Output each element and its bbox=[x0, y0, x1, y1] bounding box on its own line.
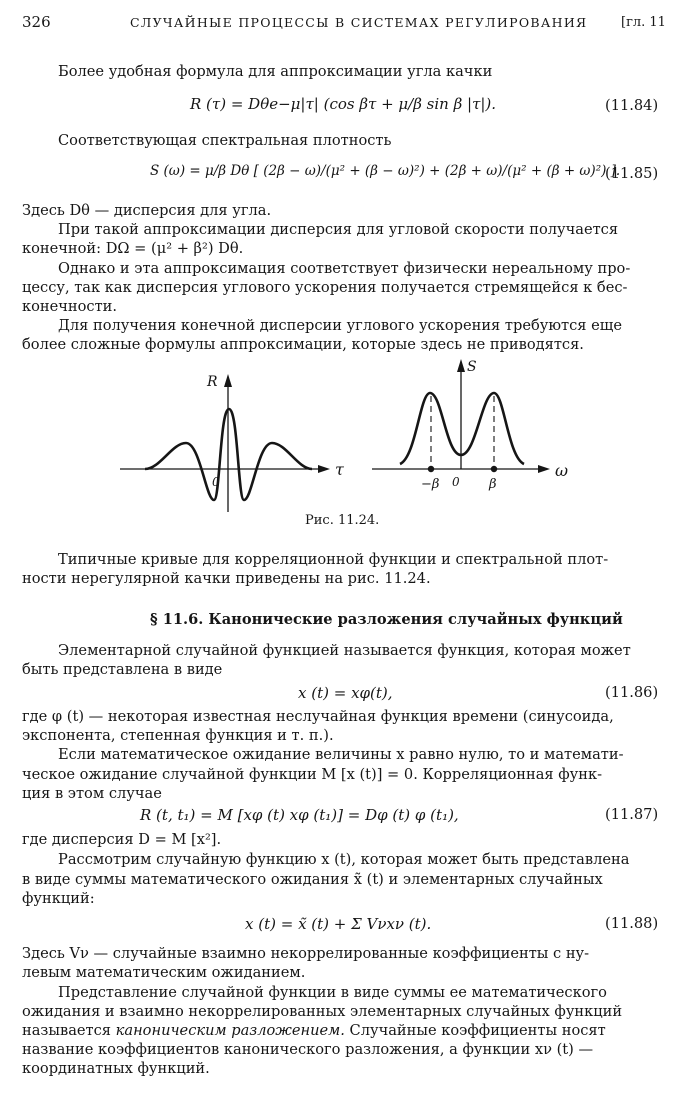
left-y-label: R bbox=[207, 374, 218, 390]
paragraph-canonical-line3 bbox=[22, 1021, 606, 1041]
equation-number-11-85: (11.85) bbox=[605, 165, 659, 182]
right-x-label: ω bbox=[555, 461, 569, 480]
left-x-label: τ bbox=[335, 460, 344, 479]
right-tick-neg-beta: −β bbox=[421, 477, 440, 492]
paragraph-coefficients-line1: Здесь Vν — случайные взаимно некоррелированные коэффициенты с ну- bbox=[22, 945, 590, 962]
canonical-text-c: Случайные коэффициенты носят bbox=[344, 1022, 606, 1039]
right-origin-label: 0 bbox=[452, 475, 460, 489]
running-title: СЛУЧАЙНЫЕ ПРОЦЕССЫ В СИСТЕМАХ РЕГУЛИРОВАНИЯ bbox=[130, 15, 588, 30]
paragraph-canonical-line4: название коэффициентов канонического разложения, а функции xν (t) — bbox=[22, 1041, 594, 1058]
chapter-label: [гл. 11 bbox=[621, 15, 666, 30]
paragraph-expectation-line3: ция в этом случае bbox=[22, 785, 162, 802]
paragraph-canonical-line2: ожидания и взаимно некоррелированных элементарных случайных функций bbox=[22, 1003, 623, 1020]
point-pos-beta bbox=[491, 466, 496, 471]
paragraph-coefficients-line2: левым математическим ожиданием. bbox=[22, 964, 306, 981]
right-y-label: S bbox=[467, 359, 477, 375]
paragraph-typical-line1: Типичные кривые для корреляционной функции и спектральной плот- bbox=[58, 551, 609, 568]
equation-11-86: x (t) = xφ(t), bbox=[298, 684, 393, 702]
equation-number-11-87: (11.87) bbox=[605, 806, 659, 823]
paragraph-phi-line2: экспонента, степенная функция и т. п.). bbox=[22, 727, 334, 744]
paragraph-consider-line1: Рассмотрим случайную функцию x (t), которая может быть представлена bbox=[58, 851, 630, 868]
right-x-arrow bbox=[538, 465, 550, 473]
paragraph-spectral: Соответствующая спектральная плотность bbox=[58, 132, 392, 149]
paragraph-velocity-line2: конечной: DΩ = (μ² + β²) Dθ. bbox=[22, 240, 244, 257]
paragraph-nonphysical-line2: цессу, так как дисперсия углового ускорения получается стремящейся к бес- bbox=[22, 279, 628, 296]
canonical-term: каноническим разложением. bbox=[115, 1022, 345, 1039]
canonical-text-a: называется bbox=[22, 1022, 116, 1039]
left-y-arrow bbox=[224, 374, 232, 387]
right-tick-pos-beta: β bbox=[489, 477, 497, 492]
page-number: 326 bbox=[22, 13, 51, 31]
paragraph-dispersion: где дисперсия D = M [x²]. bbox=[22, 831, 222, 848]
paragraph-expectation-line2: ческое ожидание случайной функции M [x (t)] = 0. Корреляционная функ- bbox=[22, 766, 603, 783]
paragraph-consider-line3: функций: bbox=[22, 890, 95, 907]
paragraph-phi-line1: где φ (t) — некоторая известная неслучайная функция времени (синусоида, bbox=[22, 708, 614, 725]
paragraph-elementary-line2: быть представлена в виде bbox=[22, 661, 223, 678]
figure-caption: Рис. 11.24. bbox=[305, 513, 380, 528]
paragraph-nonphysical-line1: Однако и эта аппроксимация соответствует физически нереальному про- bbox=[58, 260, 631, 277]
section-heading: § 11.6. Канонические разложения случайных функций bbox=[150, 611, 623, 628]
paragraph-velocity-line1: При такой аппроксимации дисперсия для угловой скорости получается bbox=[58, 221, 619, 238]
paragraph-expectation-line1: Если математическое ожидание величины x равно нулю, то и математи- bbox=[58, 746, 624, 763]
equation-11-87: R (t, t₁) = M [xφ (t) xφ (t₁)] = Dφ (t) φ (t₁), bbox=[140, 806, 459, 824]
paragraph-canonical-line5: координатных функций. bbox=[22, 1060, 210, 1077]
paragraph-elementary-line1: Элементарной случайной функцией называется функция, которая может bbox=[58, 642, 631, 659]
equation-number-11-86: (11.86) bbox=[605, 684, 659, 701]
equation-11-88: x (t) = x̃ (t) + Σ Vνxν (t). bbox=[245, 915, 432, 933]
equation-number-11-84: (11.84) bbox=[605, 97, 659, 114]
equation-11-85: S (ω) = μ/β Dθ [ (2β − ω)/(μ² + (β − ω)²) + (2β + ω)/(μ² + (β + ω)²) ]. bbox=[150, 163, 621, 179]
equation-11-84: R (τ) = Dθe−μ|τ| (cos βτ + μ/β sin β |τ|). bbox=[190, 95, 497, 113]
paragraph-approximation: Более удобная формула для аппроксимации угла качки bbox=[58, 63, 493, 80]
paragraph-consider-line2: в виде суммы математического ожидания x̃ (t) и элементарных случайных bbox=[22, 871, 603, 888]
point-neg-beta bbox=[428, 466, 433, 471]
left-origin-label: 0 bbox=[212, 475, 220, 489]
paragraph-canonical-line1: Представление случайной функции в виде суммы ее математического bbox=[58, 984, 607, 1001]
spectral-density-curve bbox=[400, 393, 524, 464]
paragraph-variance: Здесь Dθ — дисперсия для угла. bbox=[22, 202, 272, 219]
paragraph-finite-line1: Для получения конечной дисперсии углового ускорения требуются еще bbox=[58, 317, 622, 334]
paragraph-nonphysical-line3: конечности. bbox=[22, 298, 118, 315]
paragraph-finite-line2: более сложные формулы аппроксимации, которые здесь не приводятся. bbox=[22, 336, 584, 353]
paragraph-typical-line2: ности нерегулярной качки приведены на рис. 11.24. bbox=[22, 570, 431, 587]
left-x-arrow bbox=[318, 465, 330, 473]
equation-number-11-88: (11.88) bbox=[605, 915, 659, 932]
right-y-arrow bbox=[457, 359, 465, 372]
